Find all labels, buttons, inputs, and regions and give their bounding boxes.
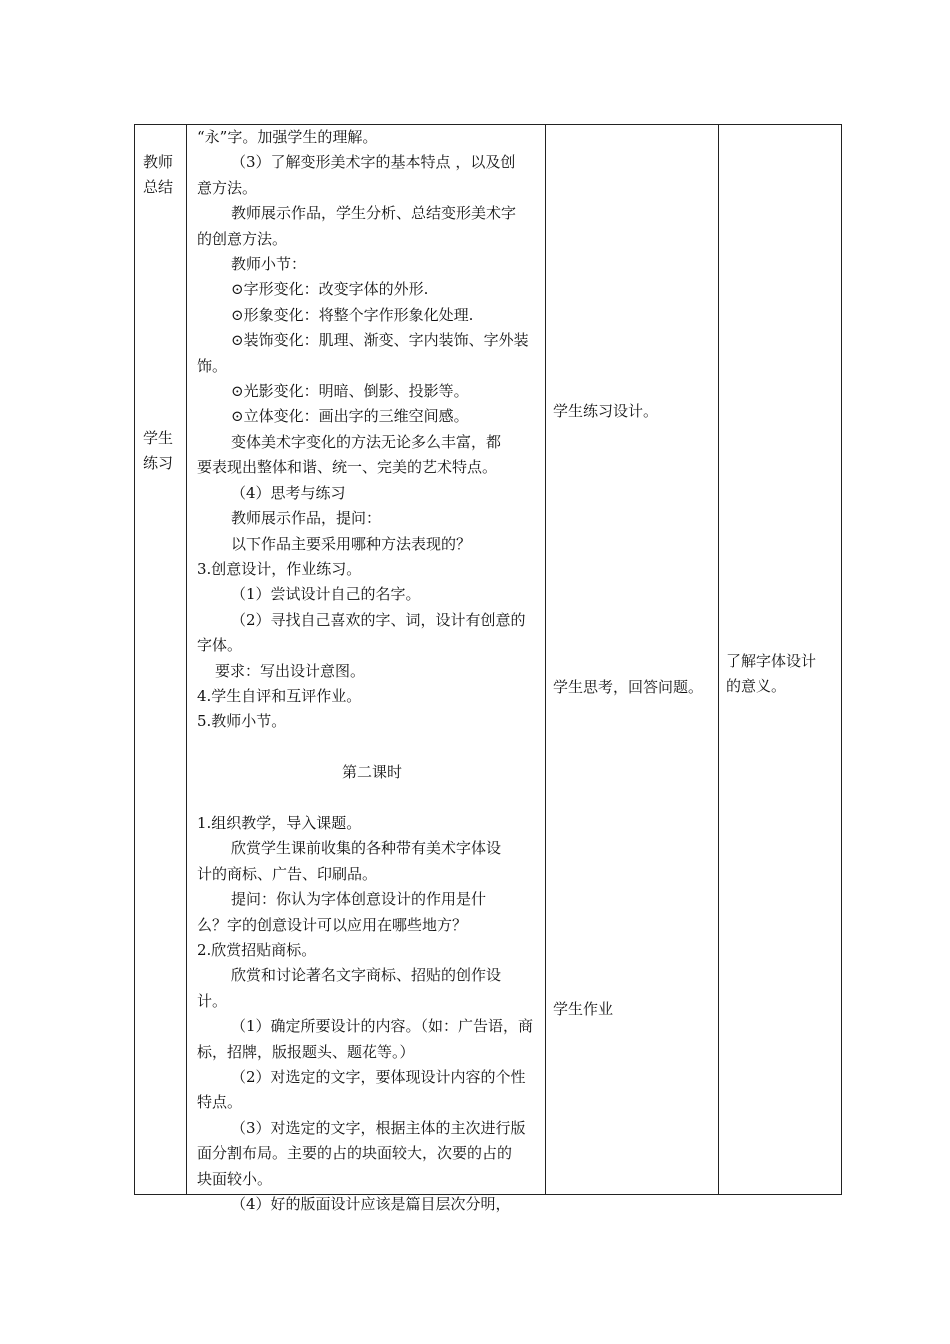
intent-line: 了解字体设计	[726, 652, 817, 670]
content-line: ⊙光影变化：明暗、倒影、投影等。	[231, 382, 469, 401]
content-line: 面分割布局。主要的占的块面较大，次要的占的	[197, 1144, 513, 1163]
label-line: 总结	[143, 178, 174, 197]
content-line: （3）对选定的文字，根据主体的主次进行版	[231, 1118, 526, 1137]
content-line: ⊙装饰变化：肌理、渐变、字内装饰、字外装	[231, 331, 529, 350]
content-line: 提问：你认为字体创意设计的作用是什	[231, 890, 487, 909]
column-divider	[186, 125, 187, 1194]
content-line: 教师展示作品，学生分析、总结变形美术字	[231, 204, 517, 223]
content-line: 意方法。	[197, 178, 258, 197]
content-line: ⊙立体变化：画出字的三维空间感。	[231, 407, 469, 426]
student-activity-homework: 学生作业	[553, 1000, 614, 1018]
content-line: （4）好的版面设计应该是篇目层次分明，	[231, 1195, 511, 1214]
content-line: 要表现出整体和谐、统一、完美的艺术特点。	[197, 458, 498, 477]
content-line: “永”字。加强学生的理解。	[197, 128, 378, 146]
content-line: （4）思考与练习	[231, 483, 346, 502]
content-line: 要求：写出设计意图。	[215, 661, 366, 680]
content-line: （1）确定所要设计的内容。（如：广告语，商	[231, 1017, 534, 1036]
content-line: （1）尝试设计自己的名字。	[231, 585, 421, 604]
content-line	[197, 786, 547, 811]
label-teacher-summary	[143, 150, 183, 201]
content-line: 教师小节：	[231, 255, 307, 274]
content-line: 3.创意设计，作业练习。	[197, 559, 362, 578]
section-heading: 第二课时	[341, 763, 402, 782]
student-activity-answer: 学生思考，回答问题。	[553, 678, 704, 696]
label-line: 教师	[143, 153, 174, 171]
content-line: 么？字的创意设计可以应用在哪些地方？	[197, 915, 468, 934]
content-line: 变体美术字变化的方法无论多么丰富，都	[231, 432, 502, 451]
teaching-content	[197, 125, 547, 1217]
content-line: 块面较小。	[197, 1169, 273, 1188]
content-line: （3）了解变形美术字的基本特点 ，以及创	[231, 153, 516, 172]
intent-line: 的意义。	[726, 677, 787, 696]
content-line: （2）对选定的文字，要体现设计内容的个性	[231, 1068, 526, 1087]
content-line: 计的商标、广告、印刷品。	[197, 864, 378, 883]
content-line: （2）寻找自己喜欢的字、词，设计有创意的	[231, 610, 526, 629]
content-line: 5.教师小节。	[197, 712, 287, 731]
column-divider	[718, 125, 719, 1194]
content-line: ⊙形象变化：将整个字作形象化处理.	[231, 305, 474, 324]
content-line: 1.组织教学，导入课题。	[197, 813, 362, 832]
label-line: 练习	[143, 454, 174, 473]
content-line: 的创意方法。	[197, 229, 288, 248]
content-line: 欣赏学生课前收集的各种带有美术字体设	[231, 839, 502, 858]
content-line: 以下作品主要采用哪种方法表现的？	[231, 534, 472, 553]
content-line: 教师展示作品，提问：	[231, 509, 382, 528]
design-intent	[726, 649, 838, 700]
content-line: 2.欣赏招贴商标。	[197, 941, 317, 959]
student-activity-practice: 学生练习设计。	[553, 402, 659, 420]
label-student-practice	[143, 426, 183, 477]
content-line: ⊙字形变化：改变字体的外形.	[231, 280, 429, 299]
content-line: 计。	[197, 991, 228, 1010]
content-line: 字体。	[197, 636, 243, 655]
content-line: 特点。	[197, 1093, 243, 1112]
content-line: 欣赏和讨论著名文字商标、招贴的创作设	[231, 966, 502, 985]
content-line: 标，招牌，版报题头、题花等。）	[197, 1042, 415, 1061]
content-line: 饰。	[197, 356, 228, 375]
label-line: 学生	[143, 429, 174, 447]
content-line	[197, 735, 547, 760]
lesson-plan-table	[134, 124, 842, 1214]
content-line: 4.学生自评和互评作业。	[197, 686, 362, 705]
